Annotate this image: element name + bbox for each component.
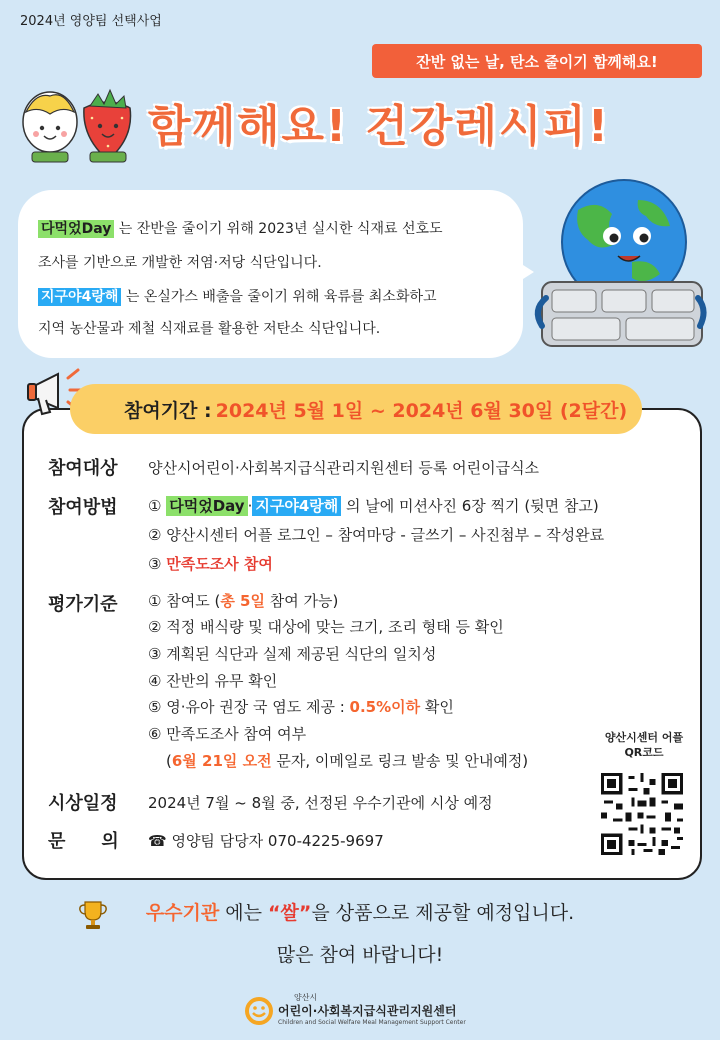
footer-quoted: “쌀” [268, 902, 312, 924]
method-item-1: ① 다먹었Day · 지구야4랑해 의 날에 미션사진 6장 찍기 (뒷면 참고) [148, 497, 599, 515]
qr-label: 양산시센터 어플 QR코드 [604, 731, 684, 759]
period-label: 참여기간 : [124, 399, 212, 422]
contact-label: 문 의 [48, 831, 119, 852]
method-label: 참여방법 [48, 497, 118, 518]
tag-damegeotday: 다먹었Day [166, 496, 247, 516]
criteria-item-3: ③ 계획된 식단과 실제 제공된 식단의 일치성 [148, 645, 437, 663]
footer-highlight: 우수기관 [145, 902, 220, 924]
smile-logo-icon [244, 996, 274, 1026]
criteria-item-6: ⑥ 만족도조사 참여 여부 [148, 725, 307, 743]
center-logo: 양산시 어린이·사회복지급식관리지원센터 Children and Social Welfare Meal Management Support Center [244, 992, 484, 1032]
period-value: 2024년 5월 1일 ~ 2024년 6월 30일 (2달간) [215, 399, 628, 422]
qr-code-image[interactable] [598, 770, 686, 858]
intro-line-3: 지구야4랑해 는 온실가스 배출을 줄이기 위해 육류를 최소화하고 [38, 286, 437, 306]
award-text: 2024년 7월 ~ 8월 중, 선정된 우수기관에 시상 예정 [148, 794, 493, 812]
intro-line-1: 다먹었Day 는 잔반을 줄이기 위해 2023년 실시한 식재료 선호도 [38, 218, 443, 238]
target-text: 양산시어린이·사회복지급식관리지원센터 등록 어린이급식소 [148, 459, 540, 477]
main-title: 함께해요! 건강레시피! [148, 101, 610, 152]
footer-line-2: 많은 참여 바랍니다! [276, 944, 444, 966]
tag-jiguya4ranghae: 지구야4랑해 [252, 496, 341, 516]
contact-text: ☎ 영양팀 담당자 070-4225-9697 [148, 832, 384, 850]
footer-line-1: 우수기관 에는 “쌀”을 상품으로 제공할 예정입니다. [145, 902, 575, 924]
tag-damegeotday: 다먹었Day [38, 220, 114, 238]
tag-jiguya4ranghae: 지구야4랑해 [38, 288, 121, 306]
criteria-item-4: ④ 잔반의 유무 확인 [148, 672, 278, 690]
period-banner [70, 384, 642, 434]
method-item-3: ③ 만족도조사 참여 [148, 555, 273, 573]
intro-line-4: 지역 농산물과 제철 식재료를 활용한 저탄소 식단입니다. [38, 321, 381, 337]
criteria-label: 평가기준 [48, 594, 118, 615]
method-item-2: ② 양산시센터 어플 로그인 – 참여마당 - 글쓰기 – 사진첨부 – 작성완료 [148, 526, 605, 544]
target-label: 참여대상 [48, 458, 118, 479]
criteria-item-2: ② 적정 배식량 및 대상에 맞는 크기, 조리 형태 등 확인 [148, 618, 504, 636]
criteria-item-1: ① 참여도 (총 5일 참여 가능) [148, 592, 339, 610]
phone-icon: ☎ [148, 832, 167, 850]
criteria-item-5: ⑤ 영·유아 권장 국 염도 제공 : 0.5%이하 확인 [148, 698, 454, 716]
intro-line-2: 조사를 기반으로 개발한 저염·저당 식단입니다. [38, 255, 322, 271]
criteria-item-6-note: (6월 21일 오전 문자, 이메일로 링크 발송 및 안내예정) [166, 752, 529, 770]
globe-mascot-illustration [528, 170, 708, 360]
slogan-banner: 잔반 없는 날, 탄소 줄이기 함께해요! [372, 44, 702, 78]
award-label: 시상일정 [48, 793, 118, 814]
top-label: 2024년 영양팀 선택사업 [20, 14, 162, 29]
mascots-illustration [12, 78, 142, 170]
